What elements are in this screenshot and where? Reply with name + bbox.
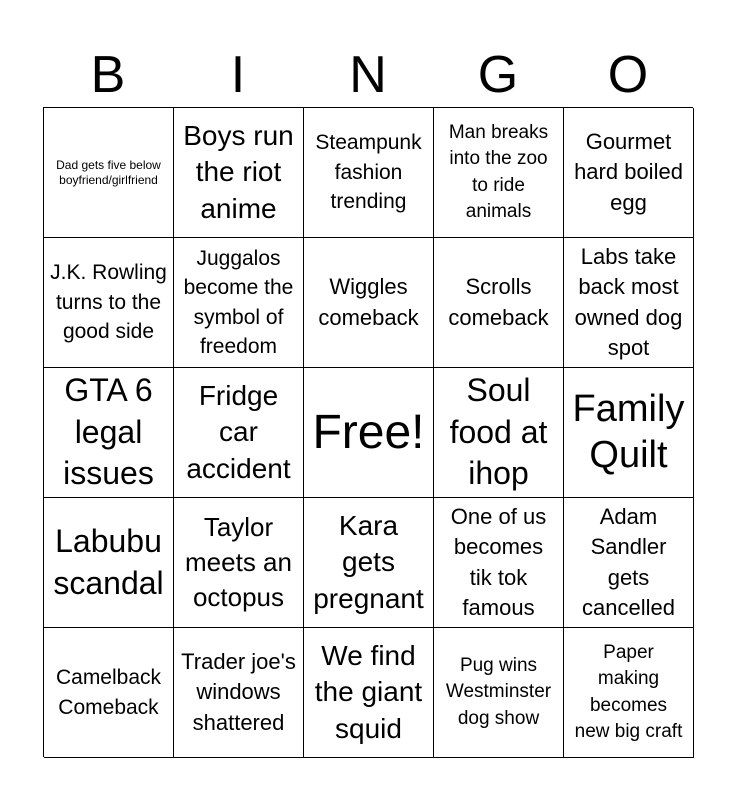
cell-text: Family Quilt xyxy=(572,387,685,476)
bingo-cell[interactable] xyxy=(44,628,174,758)
bingo-cell[interactable] xyxy=(44,368,174,498)
cell-text: Boys run the riot anime xyxy=(183,119,294,224)
bingo-cell[interactable] xyxy=(304,628,434,758)
cell-text: Pug wins Westminster dog show xyxy=(445,655,552,729)
cell-text: Dad gets five below boyfriend/girlfriend xyxy=(56,158,161,187)
bingo-cell[interactable] xyxy=(304,238,434,368)
bingo-cell[interactable] xyxy=(174,628,304,758)
cell-text: We find the giant squid xyxy=(314,639,423,744)
bingo-cell[interactable] xyxy=(564,628,694,758)
cell-text: Taylor meets an octopus xyxy=(185,511,292,613)
bingo-cell[interactable] xyxy=(44,498,174,628)
bingo-cell[interactable] xyxy=(434,628,564,758)
bingo-cell[interactable] xyxy=(434,368,564,498)
bingo-cell[interactable] xyxy=(564,108,694,238)
cell-text: Labs take back most owned dog spot xyxy=(574,243,683,360)
bingo-cell[interactable] xyxy=(564,368,694,498)
cell-text: Gourmet hard boiled egg xyxy=(574,128,683,215)
bingo-cell[interactable] xyxy=(44,108,174,238)
cell-text: GTA 6 legal issues xyxy=(63,372,154,492)
cell-text: Juggalos become the symbol of freedom xyxy=(183,246,294,358)
bingo-cell[interactable] xyxy=(174,498,304,628)
bingo-cell[interactable] xyxy=(174,368,304,498)
cell-text: Trader joe's windows shattered xyxy=(181,648,296,735)
cell-text: One of us becomes tik tok famous xyxy=(450,503,547,620)
bingo-cell[interactable] xyxy=(304,498,434,628)
bingo-cell[interactable] xyxy=(434,238,564,368)
cell-text: Kara gets pregnant xyxy=(313,509,424,614)
header-letter-n: N xyxy=(349,46,387,104)
cell-text: Fridge car accident xyxy=(186,379,291,484)
cell-text: Man breaks into the zoo to ride animals xyxy=(448,122,549,222)
cell-text: Scrolls comeback xyxy=(448,274,549,330)
bingo-cell[interactable] xyxy=(174,108,304,238)
free-space-label: Free! xyxy=(312,405,425,459)
bingo-cell[interactable] xyxy=(564,238,694,368)
cell-text: Steampunk fashion trending xyxy=(315,131,422,214)
cell-text: Labubu scandal xyxy=(53,522,164,601)
cell-text: Soul food at ihop xyxy=(449,372,548,492)
bingo-header xyxy=(43,44,693,106)
bingo-cell[interactable] xyxy=(434,498,564,628)
cell-text: Paper making becomes new big craft xyxy=(574,642,683,742)
header-letter-b: B xyxy=(90,46,126,104)
header-letter-o: O xyxy=(607,46,649,104)
bingo-cell[interactable] xyxy=(174,238,304,368)
cell-text: Wiggles comeback xyxy=(318,274,419,330)
cell-text: J.K. Rowling turns to the good side xyxy=(50,261,167,344)
header-letter-g: G xyxy=(477,46,519,104)
header-letter-i: I xyxy=(230,46,246,104)
bingo-cell[interactable] xyxy=(44,238,174,368)
cell-text: Adam Sandler gets cancelled xyxy=(582,503,675,620)
cell-text: Camelback Comeback xyxy=(55,666,162,719)
bingo-cell[interactable] xyxy=(564,498,694,628)
bingo-cell[interactable] xyxy=(434,108,564,238)
bingo-cell[interactable] xyxy=(304,108,434,238)
free-space-cell[interactable] xyxy=(304,368,434,498)
bingo-card-grid xyxy=(43,107,693,757)
